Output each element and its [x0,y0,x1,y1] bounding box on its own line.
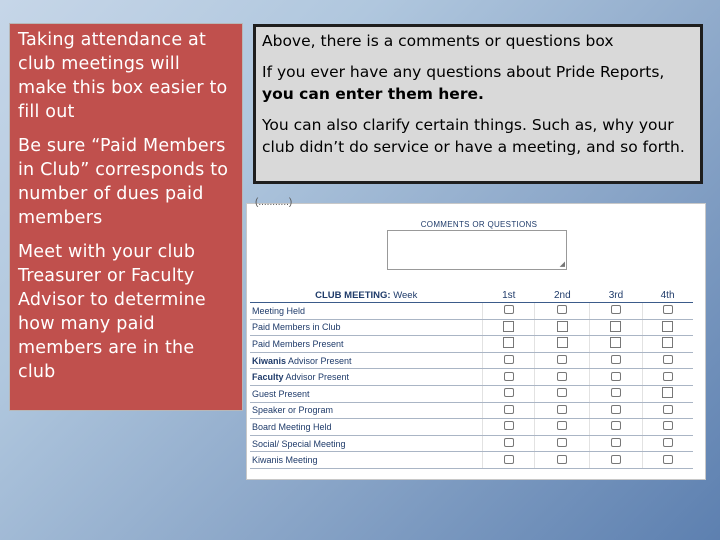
week-radio[interactable] [663,355,673,364]
week-header: 2nd [535,288,590,303]
week-input[interactable] [610,321,621,332]
table-title [250,288,483,303]
attendance-table [250,288,693,469]
week-radio[interactable] [504,455,514,464]
week-radio[interactable] [611,438,621,447]
row-label: Speaker or Program [250,402,483,419]
week-radio[interactable] [611,405,621,414]
explanation-emphasis: you can enter them here. [262,85,484,103]
week-input[interactable] [503,337,514,348]
table-row [250,435,693,452]
week-radio[interactable] [557,405,567,414]
row-label-rest: Advisor Present [286,355,352,366]
week-radio[interactable] [611,355,621,364]
comments-textarea[interactable] [387,230,567,270]
week-radio[interactable] [663,305,673,314]
row-label: Kiwanis Meeting [250,452,483,469]
table-row [250,369,693,386]
week-radio[interactable] [504,421,514,430]
pride-report-form-screenshot [246,197,706,480]
table-row [250,336,693,353]
week-radio[interactable] [663,405,673,414]
week-radio[interactable] [504,388,514,397]
table-row [250,452,693,469]
explanation-line: Above, there is a comments or questions box [262,32,614,50]
week-input[interactable] [503,321,514,332]
left-instructions-panel [10,24,242,410]
row-label: Paid Members in Club [250,319,483,336]
cropped-text: (...........) [255,197,293,208]
week-radio[interactable] [611,421,621,430]
week-radio[interactable] [557,388,567,397]
week-radio[interactable] [663,438,673,447]
week-input[interactable] [557,337,568,348]
week-radio[interactable] [504,355,514,364]
week-radio[interactable] [557,421,567,430]
week-radio[interactable] [557,305,567,314]
row-label-bold: Kiwanis [252,355,287,366]
table-row [250,303,693,320]
row-label: Paid Members Present [250,336,483,353]
week-radio[interactable] [663,372,673,381]
table-title-rest: Week [390,289,418,301]
week-radio[interactable] [504,405,514,414]
row-label [250,369,483,386]
row-label-rest: Advisor Present [283,372,350,383]
row-label: Guest Present [250,385,483,402]
week-radio[interactable] [557,438,567,447]
week-radio[interactable] [504,305,514,314]
week-radio[interactable] [611,305,621,314]
week-radio[interactable] [557,372,567,381]
explanation-text: If you ever have any questions about Pride Reports, [262,63,665,81]
row-label [250,352,483,369]
comments-label: COMMENTS OR QUESTIONS [420,220,538,229]
explanation-line [262,61,694,105]
row-label: Meeting Held [250,303,483,320]
week-radio[interactable] [611,388,621,397]
instruction-paragraph: Meet with your club Treasurer or Faculty Advisor to determine how many paid members are in the club [18,242,206,382]
week-radio[interactable] [611,455,621,464]
table-row [250,419,693,436]
week-radio[interactable] [557,455,567,464]
resize-grip-icon[interactable]: ◢ [559,261,565,268]
row-label: Social/ Special Meeting [250,435,483,452]
week-input[interactable] [662,321,673,332]
week-header: 4th [642,288,693,303]
table-row [250,385,693,402]
instruction-paragraph: Be sure “Paid Members in Club” corresponds to number of dues paid members [18,136,229,228]
comments-explanation-panel [253,24,703,184]
week-header: 3rd [590,288,642,303]
row-label-bold: Faculty [252,372,284,383]
week-radio[interactable] [663,455,673,464]
instruction-paragraph: Taking attendance at club meetings will make this box easier to fill out [18,30,228,122]
table-row [250,352,693,369]
week-input[interactable] [662,387,673,398]
week-header: 1st [483,288,535,303]
week-radio[interactable] [504,438,514,447]
week-radio[interactable] [504,372,514,381]
week-input[interactable] [662,337,673,348]
table-row [250,319,693,336]
week-radio[interactable] [611,372,621,381]
week-input[interactable] [557,321,568,332]
explanation-line: You can also clarify certain things. Such as, why your club didn’t do service or have a meeting, and so forth. [262,116,685,156]
table-title-bold: CLUB MEETING: [315,289,391,301]
week-radio[interactable] [663,421,673,430]
week-radio[interactable] [557,355,567,364]
week-input[interactable] [610,337,621,348]
table-row [250,402,693,419]
row-label: Board Meeting Held [250,419,483,436]
